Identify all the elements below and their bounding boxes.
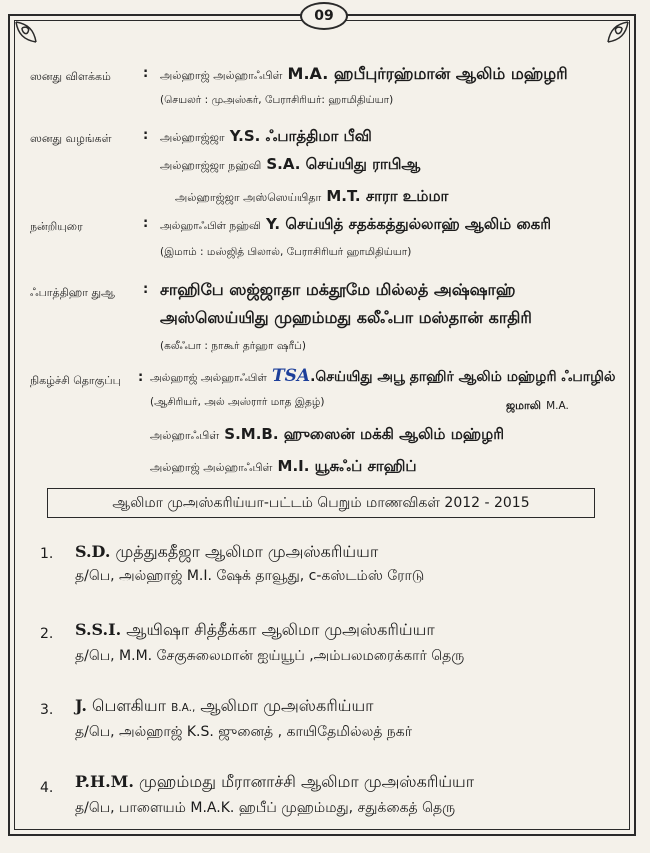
entry-line [175,186,448,207]
student-number: 1. [40,546,54,562]
corner-ornament-icon [596,20,630,54]
name-prefix: அல்ஹாஃபிள் [150,429,220,442]
student-title: ஆலிமா முஅஸ்கரிய்யா [200,696,374,715]
graduates-title: ஆலிமா முஅஸ்கரிய்யா-பட்டம் பெறும் மாணவிகள் 2012 - 2015 [112,495,530,511]
label-nanriyurai: நன்றியுரை [30,220,83,233]
person-name: .செய்யிது அபூ தாஹிர் ஆலிம் மஹ்ழரி ஃபாழில் [310,369,616,385]
name-suffix [506,394,569,414]
entry-line [150,366,616,387]
person-name: S.A. செய்யிது ராபிஆ [266,155,421,173]
student-parent: த/பெ, M.M. சேகுசுலைமான் ஐய்யூப் ,அம்பலமரைக்கார் தெரு [75,648,465,664]
student-line [75,620,435,641]
entry-line [160,64,568,85]
person-note: (ஆசிரியர், அல் அஸ்ரார் மாத இதழ்) [150,396,325,408]
name-prefix: அல்ஹாஜ்ஜா [160,131,225,144]
student-name: ஆயிஷா சித்தீக்கா ஆலிமா முஅஸ்கரிய்யா [126,620,435,639]
person-note: (இமாம் : மஸ்ஜித் பிலால், பேராசிரியர் ஹாமிதிய்யா) [160,246,412,258]
entry-line [160,214,551,235]
person-name: M.A. ஹபீபுர்ரஹ்மான் ஆலிம் மஹ்ழரி [287,64,568,83]
person-line-1: சாஹிபே ஸஜ்ஜாதா மக்தூமே மில்லத் அஷ்ஷாஹ் [160,280,516,299]
student-name: பௌகியா [92,696,166,715]
student-degree: B.A., [171,702,196,714]
suffix-degree: M.A. [546,400,569,412]
entry-line [150,424,504,445]
person-name: Y. செய்யித் சதக்கத்துல்லாஹ் ஆலிம் கைரி [266,215,552,233]
person-name: S.M.B. ஹுஸைன் மக்கி ஆலிம் மஹ்ழரி [224,425,505,443]
colon: : [143,216,149,231]
colon: : [138,370,144,385]
person-line-2: அஸ்ஸெய்யிது முஹம்மது கலீஃபா மஸ்தான் காதிரி [160,308,532,327]
name-prefix: அல்ஹாஜ் அல்ஹாஃபிள் [160,69,283,82]
entry-line [160,126,372,147]
label-fatiha-dua: ஃபாத்திஹா துஆ [30,286,115,299]
label-nigazhchi-thoguppu: நிகழ்ச்சி தொகுப்பு [30,374,121,387]
student-line [75,542,378,563]
student-initials: S.S.I. [75,620,122,639]
student-name: முத்துகதீஜா ஆலிமா முஅஸ்கரிய்யா [115,542,379,561]
student-number: 4. [40,780,54,796]
name-prefix: அல்ஹாஜ்ஜா அஸ்ஸெய்யிதா [175,191,322,204]
person-name: M.T. சாரா உம்மா [326,187,449,205]
student-number: 3. [40,702,54,718]
suffix-name: ஜமாலி [506,399,541,412]
entry-line [160,154,420,175]
corner-ornament-icon [14,20,48,54]
student-line [75,772,474,793]
name-prefix: அல்ஹாஜ் அல்ஹாஃபிள் [150,461,273,474]
student-number: 2. [40,626,54,642]
name-prefix: அல்ஹாஜ் அல்ஹாஃபிள் [150,372,267,384]
student-name: முஹம்மது மீரானாச்சி ஆலிமா முஅஸ்கரிய்யா [139,772,475,791]
name-prefix: அல்ஹாஜ்ஜா நஹ்வி [160,159,262,172]
person-note: (கலீஃபா : நாகூர் தர்ஹா ஷரீப்) [160,340,306,352]
label-sanadhu-vilakkam: ஸனது விளக்கம் [30,70,111,83]
graduates-title-box [47,488,595,518]
student-parent: த/பெ, பாளையம் M.A.K. ஹபீப் முஹம்மது, சதுக்கைத் தெரு [75,800,456,816]
student-initials: S.D. [75,542,111,561]
colon: : [143,66,149,81]
person-note: (செயலர் : முஅஸ்கர், பேராசிரியர்: ஹாமிதிய்யா) [160,94,394,106]
student-line [75,696,374,717]
tsa-handwritten: TSA [271,366,311,386]
student-initials: P.H.M. [75,772,134,791]
colon: : [143,128,149,143]
colon: : [143,282,149,297]
student-initials: J. [75,696,87,715]
person-name: M.I. யூசுஃப் சாஹிப் [277,457,417,475]
label-sanadhu-vazhangal: ஸனது வழங்கள் [30,132,112,145]
entry-line [150,456,417,477]
student-parent: த/பெ, அல்ஹாஜ் K.S. ஜுனைத் , காயிதேமில்லத் நகர் [75,724,413,740]
person-name: Y.S. ஃபாத்திமா பீவி [229,127,372,145]
page-number: 09 [300,2,348,30]
name-prefix: அல்ஹாஃபிள் நஹ்வி [160,220,261,232]
student-parent: த/பெ, அல்ஹாஜ் M.I. ஷேக் தாவூது, c-கஸ்டம்ஸ் ரோடு [75,568,425,584]
